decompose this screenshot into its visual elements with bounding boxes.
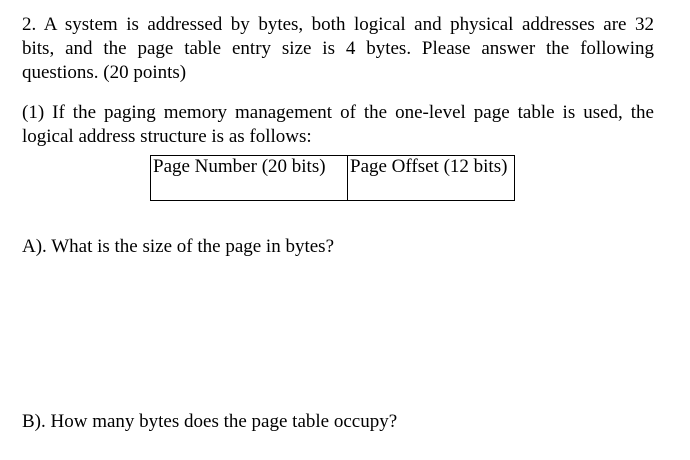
problem-line-1: 2. A system is addressed by bytes, both logical and physical addresses are 32: [22, 14, 654, 35]
question-a: A). What is the size of the page in bytes?: [22, 236, 334, 257]
logical-address-structure-table: [150, 155, 515, 201]
part-1-line-2: logical address structure is as follows:: [22, 126, 312, 147]
question-b: B). How many bytes does the page table occupy?: [22, 411, 398, 432]
part-1-statement: [22, 101, 654, 149]
problem-line-3: questions. (20 points): [22, 62, 187, 83]
problem-statement: [22, 13, 654, 85]
problem-line-2: bits, and the page table entry size is 4 bytes. Please answer the following: [22, 38, 654, 59]
page-number-cell: Page Number (20 bits): [151, 156, 348, 201]
table-row: [151, 156, 515, 201]
page-offset-cell: Page Offset (12 bits): [348, 156, 515, 201]
part-1-line-1: (1) If the paging memory management of the one-level page table is used, the: [22, 102, 654, 123]
